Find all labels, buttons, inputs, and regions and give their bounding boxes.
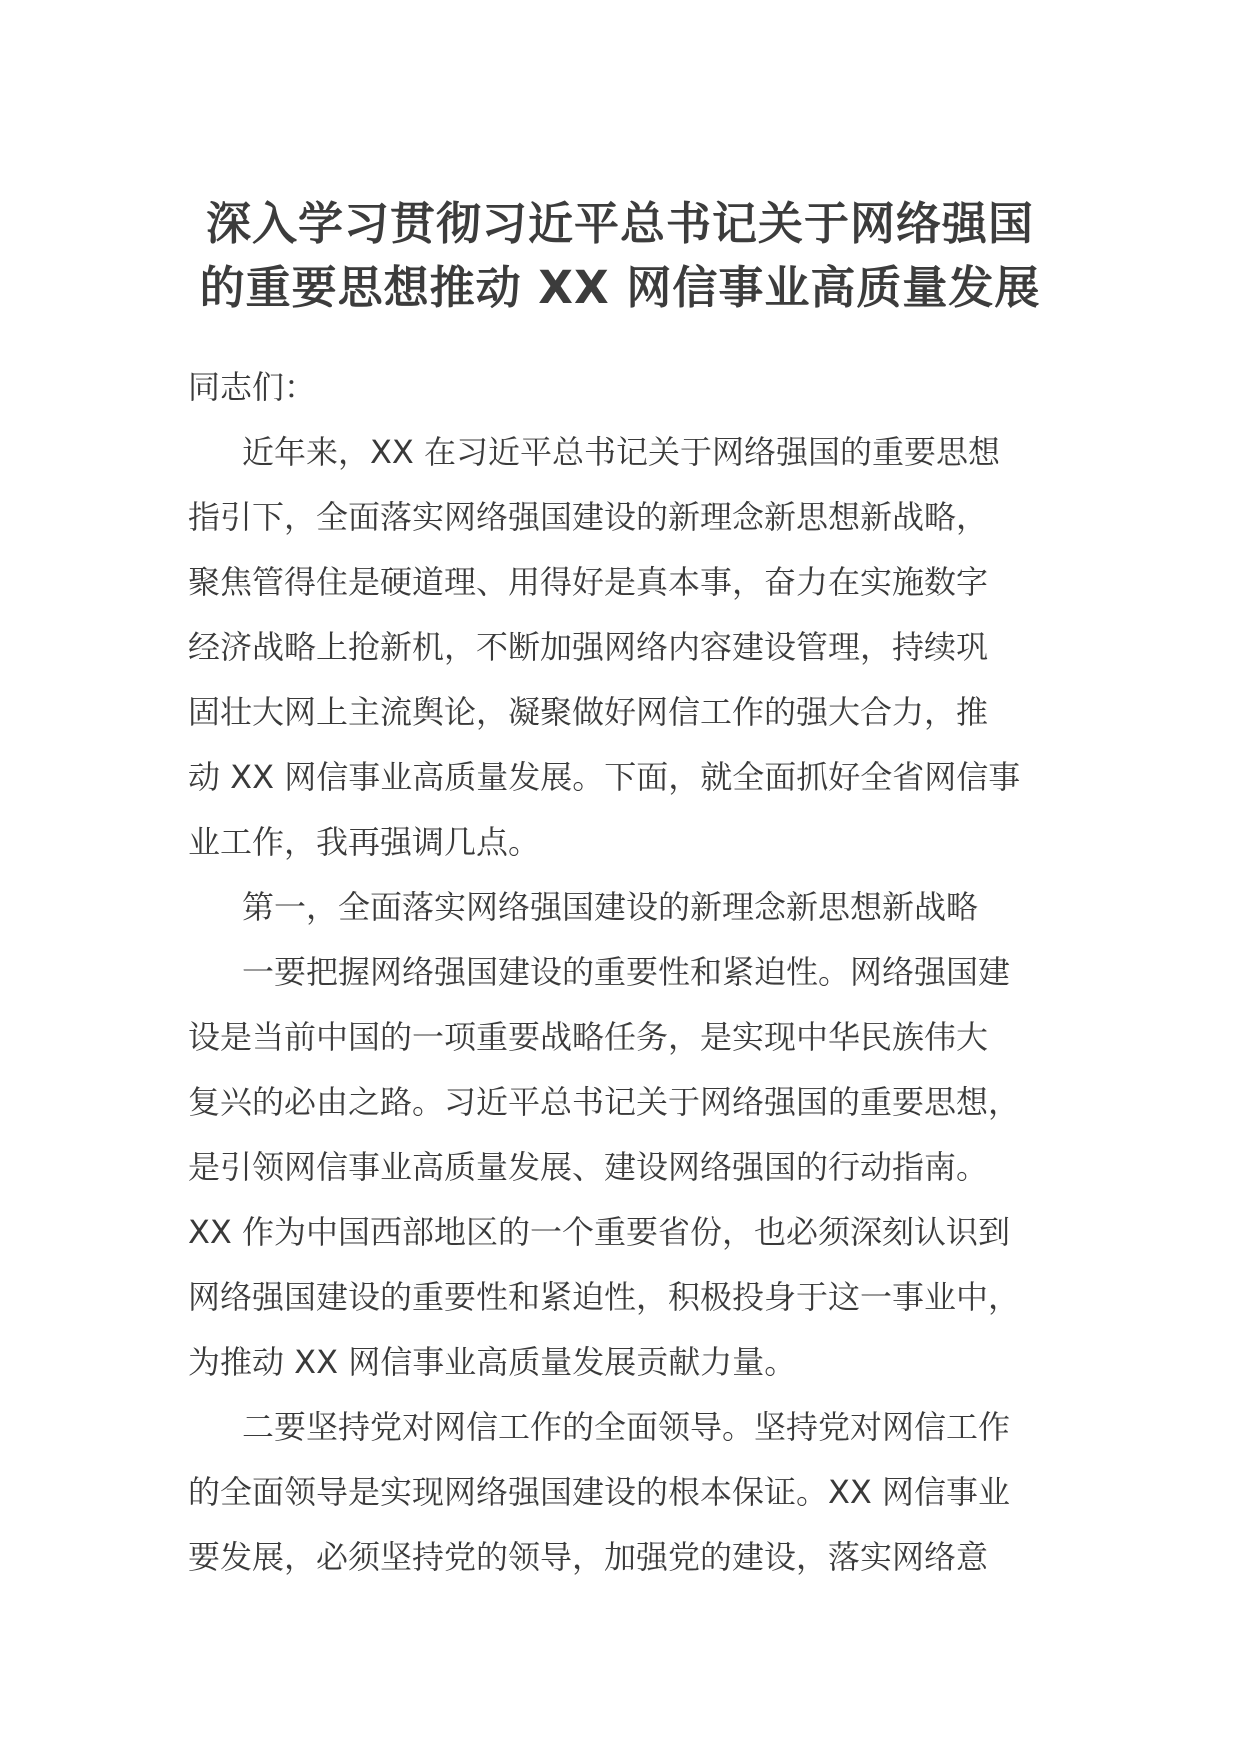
- paragraph-line: 要发展，必须坚持党的领导，加强党的建设，落实网络意: [188, 1538, 989, 1576]
- paragraph-line: 设是当前中国的一项重要战略任务，是实现中华民族伟大: [188, 1018, 989, 1056]
- paragraph-line: 二要坚持党对网信工作的全面领导。坚持党对网信工作: [242, 1408, 1011, 1446]
- paragraph-line: 网络强国建设的重要性和紧迫性，积极投身于这一事业中，: [188, 1278, 1021, 1316]
- paragraph-line: 一要把握网络强国建设的重要性和紧迫性。网络强国建: [242, 953, 1011, 991]
- paragraph-line: 近年来，XX 在习近平总书记关于网络强国的重要思想: [242, 433, 1001, 471]
- paragraph-line: 复兴的必由之路。习近平总书记关于网络强国的重要思想，: [188, 1083, 1021, 1121]
- paragraph-line: 的全面领导是实现网络强国建设的根本保证。XX 网信事业: [188, 1473, 1011, 1511]
- paragraph-line: 经济战略上抢新机，不断加强网络内容建设管理，持续巩: [188, 628, 989, 666]
- paragraph-line: 业工作，我再强调几点。: [188, 823, 541, 861]
- paragraph-line: 固壮大网上主流舆论，凝聚做好网信工作的强大合力，推: [188, 693, 989, 731]
- section-heading: 第一，全面落实网络强国建设的新理念新思想新战略: [242, 888, 979, 926]
- paragraph-line: XX 作为中国西部地区的一个重要省份，也必须深刻认识到: [188, 1213, 1011, 1251]
- document-title: [150, 192, 1090, 320]
- paragraph-line: 为推动 XX 网信事业高质量发展贡献力量。: [188, 1343, 797, 1381]
- salutation: 同志们：: [188, 368, 317, 406]
- paragraph-line: 指引下，全面落实网络强国建设的新理念新思想新战略，: [188, 498, 989, 536]
- title-line: 的重要思想推动 XX 网信事业高质量发展: [199, 261, 1041, 314]
- title-line: 深入学习贯彻习近平总书记关于网络强国: [205, 197, 1034, 250]
- paragraph-line: 聚焦管得住是硬道理、用得好是真本事，奋力在实施数字: [188, 563, 989, 601]
- document-body: [188, 355, 1058, 1590]
- paragraph-line: 是引领网信事业高质量发展、建设网络强国的行动指南。: [188, 1148, 989, 1186]
- paragraph-line: 动 XX 网信事业高质量发展。下面，就全面抓好全省网信事: [188, 758, 1021, 796]
